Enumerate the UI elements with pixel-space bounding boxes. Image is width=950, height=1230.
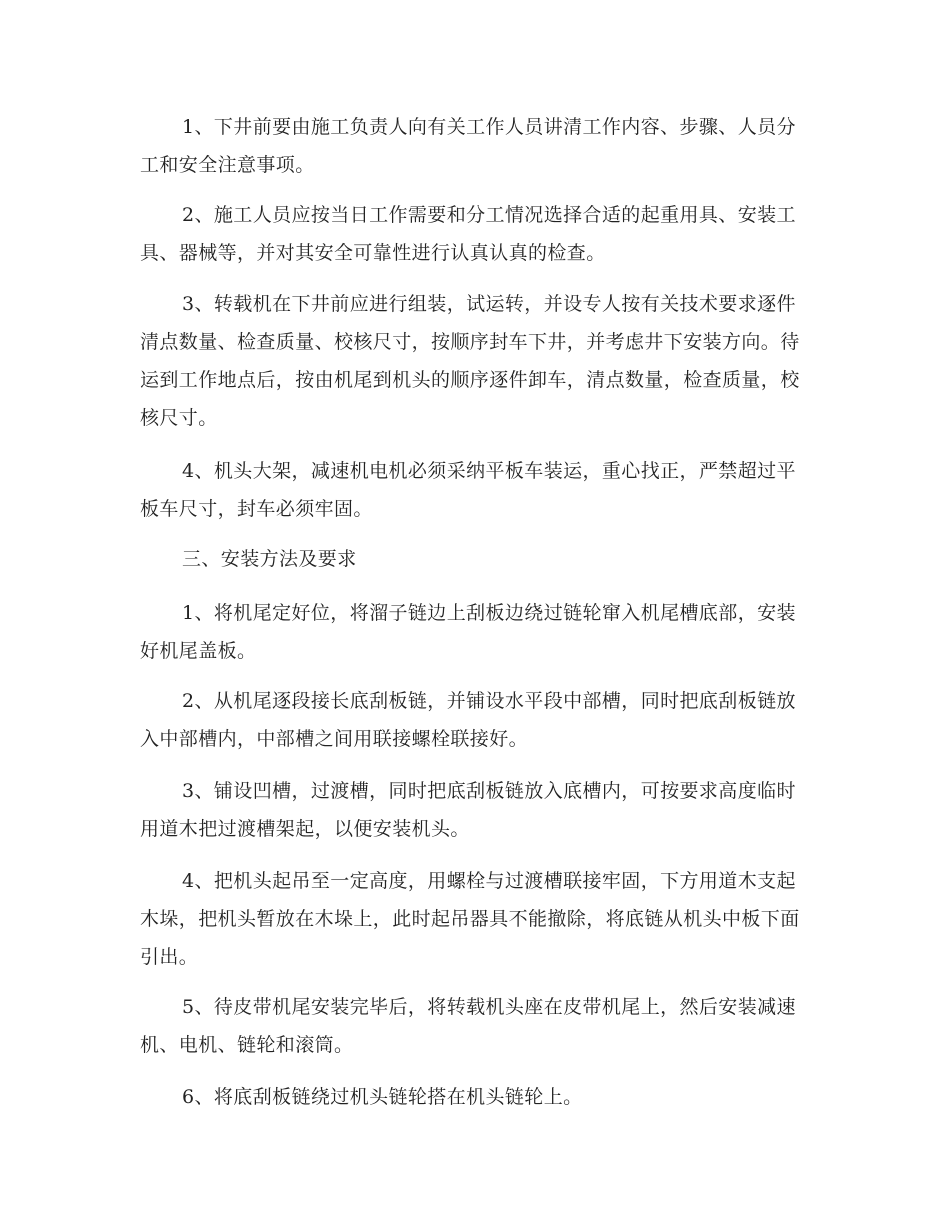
step-2: 2、从机尾逐段接长底刮板链，并铺设水平段中部槽，同时把底刮板链放入中部槽内，中部槽之间用联接螺栓联接好。: [140, 690, 796, 750]
step-5: 5、待皮带机尾安装完毕后，将转载机头座在皮带机尾上，然后安装减速机、电机、链轮和滚筒。: [140, 996, 796, 1056]
step-6: 6、将底刮板链绕过机头链轮搭在机头链轮上。: [182, 1086, 583, 1108]
paragraph-4: 4、机头大架，减速机电机必须采纳平板车装运，重心找正，严禁超过平板车尺寸，封车必须牢固。: [140, 460, 796, 520]
paragraph-2: 2、施工人员应按当日工作需要和分工情况选择合适的起重用具、安装工具、器械等，并对其安全可靠性进行认真认真的检查。: [140, 204, 796, 264]
paragraph-1: 1、下井前要由施工负责人向有关工作人员讲清工作内容、步骤、人员分工和安全注意事项。: [140, 116, 796, 176]
step-1: 1、将机尾定好位，将溜子链边上刮板边绕过链轮窜入机尾槽底部，安装好机尾盖板。: [140, 602, 796, 662]
paragraph-3: 3、转载机在下井前应进行组装，试运转，并设专人按有关技术要求逐件清点数量、检查质量、校核尺寸，按顺序封车下井，并考虑井下安装方向。待运到工作地点后，按由机尾到机头的顺序逐件卸车，清点数量，检查质量，校核尺寸。: [140, 293, 800, 429]
step-4: 4、把机头起吊至一定高度，用螺栓与过渡槽联接牢固，下方用道木支起木垛，把机头暂放在木垛上，此时起吊器具不能撤除，将底链从机头中板下面引出。: [140, 870, 800, 968]
step-3: 3、铺设凹槽，过渡槽，同时把底刮板链放入底槽内，可按要求高度临时用道木把过渡槽架起，以便安装机头。: [140, 780, 796, 840]
section-heading: 三、安装方法及要求: [182, 548, 357, 570]
